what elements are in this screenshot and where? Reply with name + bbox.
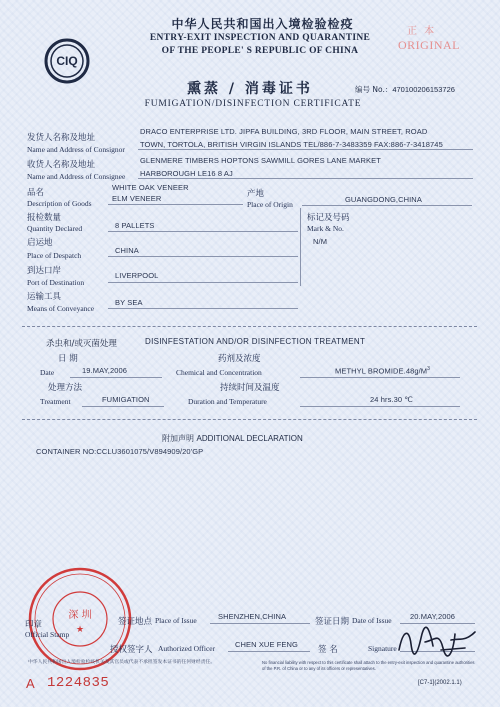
treatment-method-label-cn: 处理方法 bbox=[48, 383, 83, 393]
goods-value-line1: WHITE OAK VENEER bbox=[112, 183, 189, 192]
original-mark-en: ORIGINAL bbox=[398, 38, 460, 52]
certificate-number bbox=[355, 84, 455, 95]
authority-title-cn: 中华人民共和国出入境检验检疫 bbox=[171, 17, 354, 31]
chemical-underline bbox=[300, 377, 460, 378]
despatch-value: CHINA bbox=[115, 246, 139, 255]
chemical-label-en: Chemical and Concentration bbox=[176, 368, 262, 377]
goods-label-en: Description of Goods bbox=[27, 199, 92, 208]
consignee-value-line2: HARBOROUGH LE16 8 AJ bbox=[140, 169, 233, 178]
conveyance-label-cn: 运输工具 bbox=[27, 292, 62, 302]
consignor-underline bbox=[138, 149, 473, 150]
chemical-value bbox=[335, 366, 430, 376]
duration-underline bbox=[300, 406, 460, 407]
marks-label-en: Mark & No. bbox=[307, 224, 344, 233]
authority-title-en-1: ENTRY-EXIT INSPECTION AND QUARANTINE bbox=[149, 33, 371, 43]
consignor-value-line1: DRACO ENTERPRISE LTD. JIPFA BUILDING, 3RD FLOOR, MAIN STREET, ROAD bbox=[140, 127, 428, 136]
signature-label-en: Signature bbox=[368, 644, 397, 653]
consignee-label-en: Name and Address of Consignee bbox=[27, 172, 126, 181]
goods-underline bbox=[108, 204, 243, 205]
despatch-underline bbox=[108, 256, 298, 257]
additional-heading-cn: 附加声明 bbox=[162, 434, 194, 443]
treatment-heading-cn: 杀虫和/或灭菌处理 bbox=[46, 339, 117, 349]
authority-title-en-2: OF THE PEOPLE' S REPUBLIC OF CHINA bbox=[161, 46, 359, 56]
treatment-date-value: 19.MAY,2006 bbox=[82, 366, 128, 375]
quantity-label-en: Quantity Declared bbox=[27, 224, 83, 233]
chemical-value-sup: 3 bbox=[427, 366, 431, 372]
duration-label-en: Duration and Temperature bbox=[188, 397, 267, 406]
place-issue-label-cn: 签证地点 bbox=[118, 617, 153, 627]
origin-value: GUANGDONG,CHINA bbox=[345, 195, 422, 204]
quantity-value: 8 PALLETS bbox=[115, 221, 155, 230]
marks-column-divider bbox=[300, 208, 301, 286]
treatment-date-underline bbox=[70, 377, 162, 378]
date-issue-label-cn: 签证日期 bbox=[315, 617, 350, 627]
certificate-number-value: 470100206153726 bbox=[392, 85, 455, 94]
place-issue-value: SHENZHEN,CHINA bbox=[218, 612, 287, 621]
seal-label-en: Official Stamp bbox=[25, 630, 70, 639]
certificate-title-cn: 熏蒸 / 消毒证书 bbox=[187, 81, 313, 97]
section-divider-1 bbox=[22, 326, 477, 327]
origin-label-cn: 产地 bbox=[247, 189, 265, 199]
despatch-label-en: Place of Despatch bbox=[27, 251, 82, 260]
treatment-date-label-en: Date bbox=[40, 368, 55, 377]
handwritten-signature bbox=[395, 620, 480, 660]
consignee-value-line1: GLENMERE TIMBERS HOPTONS SAWMILL GORES LANE MARKET bbox=[140, 156, 381, 165]
consignor-label-en: Name and Address of Consignor bbox=[27, 145, 125, 154]
officer-value: CHEN XUE FENG bbox=[235, 640, 298, 649]
officer-label-cn: 授权签字人 bbox=[110, 645, 153, 655]
form-code: [C7-1](2002.1.1) bbox=[418, 680, 462, 686]
despatch-label-cn: 启运地 bbox=[27, 238, 53, 248]
place-issue-underline bbox=[210, 623, 310, 624]
treatment-method-label-en: Treatment bbox=[40, 397, 71, 406]
additional-heading bbox=[162, 433, 303, 444]
consignee-label-cn: 收货人名称及地址 bbox=[27, 160, 96, 170]
officer-underline bbox=[228, 651, 310, 652]
date-issue-label-en: Date of Issue bbox=[352, 616, 392, 625]
serial-number: 1224835 bbox=[47, 675, 110, 691]
destination-label-en: Port of Destination bbox=[27, 278, 85, 287]
disclaimer-cn: 中华人民共和国出入境检验检疫机关及其官员或代表不承担签发本证书的任何财经责任。 bbox=[28, 660, 216, 665]
chemical-label-cn: 药剂及浓度 bbox=[218, 354, 261, 364]
duration-value: 24 hrs.30 ℃ bbox=[370, 395, 413, 404]
officer-label-en: Authorized Officer bbox=[158, 644, 216, 653]
duration-label-cn: 持续时间及温度 bbox=[220, 383, 280, 393]
treatment-heading-en: DISINFESTATION AND/OR DISINFECTION TREATMENT bbox=[145, 337, 366, 346]
signature-label-cn: 签 名 bbox=[318, 645, 338, 655]
stamp-star-icon: ★ bbox=[75, 625, 85, 635]
treatment-method-value: FUMIGATION bbox=[102, 395, 150, 404]
ciq-logo bbox=[44, 38, 90, 84]
destination-label-cn: 到达口岸 bbox=[27, 266, 62, 276]
original-mark-cn: 正 本 bbox=[407, 26, 437, 37]
quantity-underline bbox=[108, 231, 298, 232]
consignor-value-line2: TOWN, TORTOLA, BRITISH VIRGIN ISLANDS TEL/886-7-3483359 FAX:886-7-3418745 bbox=[140, 140, 443, 149]
date-issue-value: 20.MAY,2006 bbox=[410, 612, 456, 621]
seal-label-cn: 印章 bbox=[25, 620, 43, 630]
quantity-label-cn: 报检数量 bbox=[27, 213, 62, 223]
goods-label-cn: 品名 bbox=[27, 188, 45, 198]
stamp-center-text: 深 圳 bbox=[68, 610, 92, 621]
origin-underline bbox=[302, 205, 472, 206]
additional-declaration-text: CONTAINER NO:CCLU3601075/V894909/20'GP bbox=[36, 447, 204, 456]
conveyance-value: BY SEA bbox=[115, 298, 143, 307]
conveyance-underline bbox=[108, 308, 298, 309]
destination-underline bbox=[108, 282, 298, 283]
place-issue-label-en: Place of Issue bbox=[155, 616, 197, 625]
disclaimer-en: No financial liability with respect to this certificate shall attach to the entry-exit inspection and quarantine authorities of the P.R. of China or to any of its officers or representatives. bbox=[262, 660, 475, 671]
serial-prefix: A bbox=[26, 676, 35, 691]
additional-heading-en: ADDITIONAL DECLARATION bbox=[196, 434, 303, 443]
certificate-title-en: FUMIGATION/DISINFECTION CERTIFICATE bbox=[144, 99, 362, 109]
conveyance-label-en: Means of Conveyance bbox=[27, 304, 95, 313]
section-divider-2 bbox=[22, 419, 477, 420]
treatment-date-label-cn: 日 期 bbox=[58, 354, 78, 364]
treatment-method-underline bbox=[82, 406, 164, 407]
goods-value-line2: ELM VENEER bbox=[112, 194, 162, 203]
origin-label-en: Place of Origin bbox=[247, 200, 293, 209]
marks-label-cn: 标记及号码 bbox=[307, 213, 350, 223]
certificate-number-label: 编号 No.： bbox=[355, 85, 393, 94]
marks-value: N/M bbox=[313, 237, 328, 246]
logo-text: CIQ bbox=[56, 54, 78, 68]
destination-value: LIVERPOOL bbox=[115, 271, 159, 280]
chemical-value-text: METHYL BROMIDE.48g/M bbox=[335, 366, 428, 376]
consignee-underline bbox=[138, 178, 473, 179]
consignor-label-cn: 发货人名称及地址 bbox=[27, 133, 96, 143]
